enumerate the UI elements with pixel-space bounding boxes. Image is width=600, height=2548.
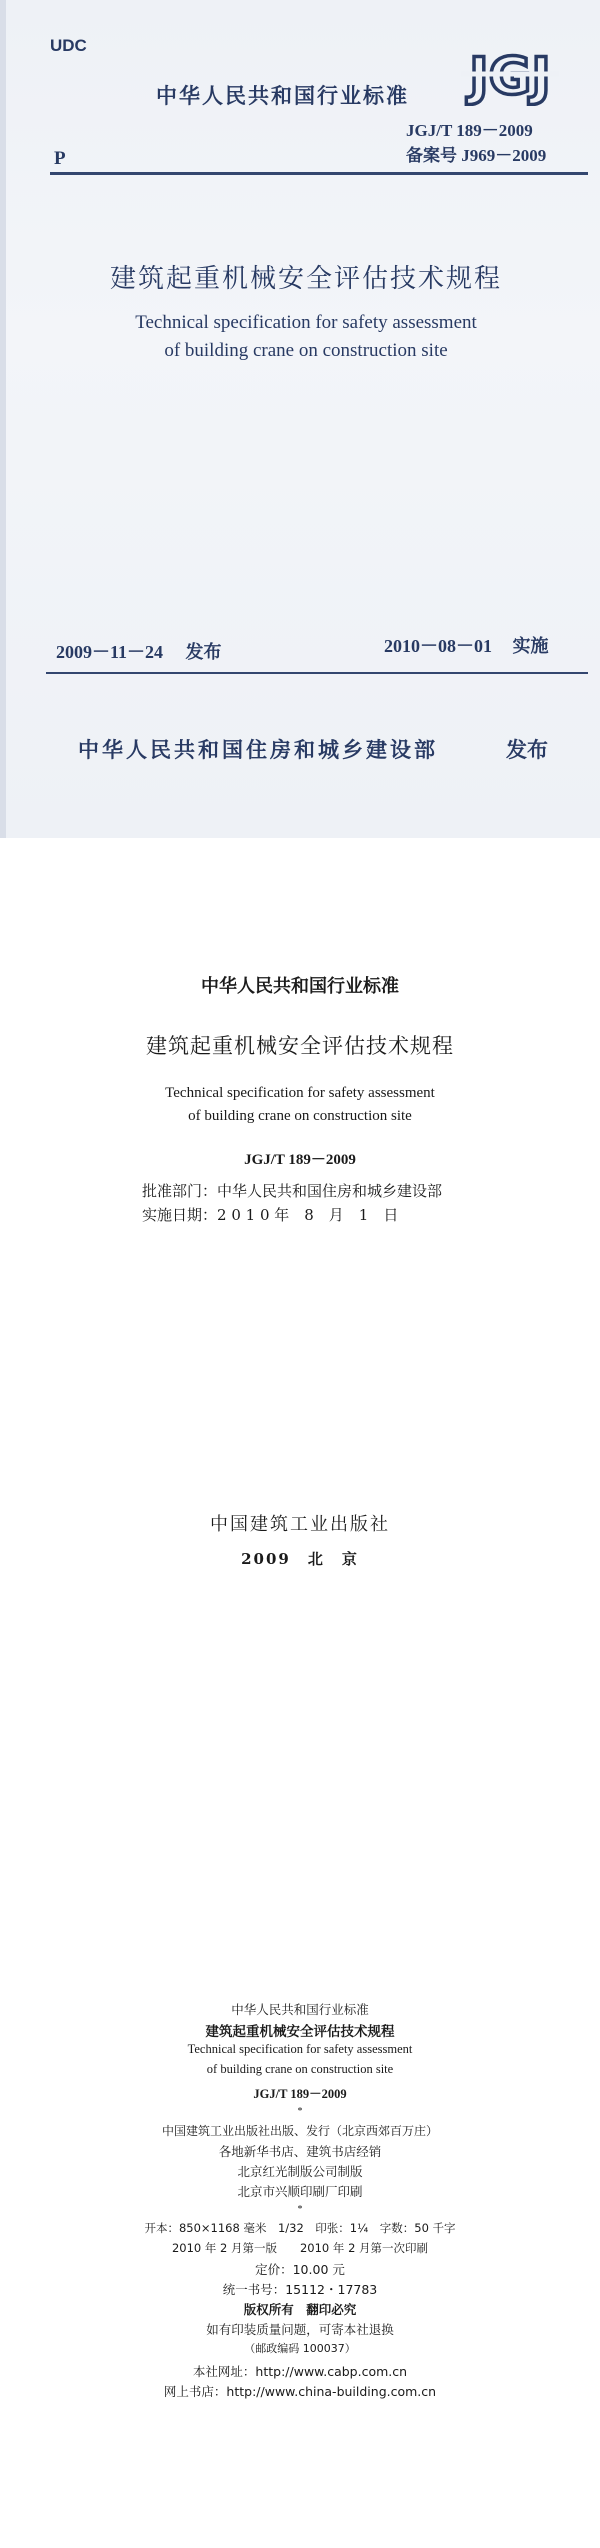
cp-title-cn: 建筑起重机械安全评估技术规程: [205, 2024, 395, 2040]
effective-date: 2010－08－01: [384, 636, 492, 656]
bottom-divider: [46, 672, 588, 674]
cp-website-link[interactable]: 本社网址：http://www.cabp.com.cn: [192, 2364, 408, 2379]
cp-edition: 2010 年 2 月第一版 2010 年 2 月第一次印刷: [171, 2241, 429, 2255]
cover-publisher: 中华人民共和国住房和城乡建设部: [78, 738, 438, 762]
cp-price: 定价：10.00 元: [255, 2262, 345, 2277]
cp-bookstore-link[interactable]: 网上书店：http://www.china-building.com.cn: [163, 2384, 437, 2399]
cover-title-en-line2: of building crane on construction site: [164, 340, 448, 361]
logo-text: JGJ: [469, 47, 551, 106]
issue-date-block: [56, 638, 222, 664]
cover-title-en-line1: Technical specification for safety assessment: [135, 312, 477, 333]
cp-rights: 版权所有 翻印必究: [243, 2302, 357, 2317]
cp-publisher: 中国建筑工业出版社出版、发行（北京西郊百万庄）: [161, 2124, 438, 2138]
udc-label: UDC: [50, 36, 87, 55]
tp-title-en-line2: of building crane on construction site: [188, 1108, 412, 1124]
effective-word: 实施: [512, 636, 549, 656]
tp-code: JGJ/T 189－2009: [244, 1152, 356, 1168]
cp-code: JGJ/T 189－2009: [253, 2087, 347, 2101]
cp-format: 开本：850×1168 毫米 1/32 印张：1¼ 字数：50 千字: [144, 2221, 456, 2235]
record-number: 备案号 J969－2009: [406, 146, 547, 165]
tp-year-city: 2009 北 京: [241, 1550, 359, 1568]
tp-standard-type: 中华人民共和国行业标准: [201, 976, 399, 997]
cover-publisher-word: 发布: [506, 738, 548, 762]
jgj-logo-icon: [455, 44, 565, 106]
cp-distributor: 各地新华书店、建筑书店经销: [218, 2144, 382, 2159]
tp-effective-value: 2 0 1 0 年 8 月 1 日: [217, 1206, 399, 1224]
cover-page: [0, 0, 600, 838]
standard-code: JGJ/T 189－2009: [406, 121, 533, 140]
issue-word: 发布: [185, 642, 222, 662]
cp-title-en-line2: of building crane on construction site: [206, 2062, 394, 2076]
tp-approval: [142, 1180, 442, 1201]
tp-title-en-line1: Technical specification for safety assessment: [165, 1085, 435, 1101]
top-divider: [50, 172, 588, 175]
cp-standard-type: 中华人民共和国行业标准: [231, 2002, 369, 2017]
cp-return-note: 如有印装质量问题，可寄本社退换: [206, 2322, 394, 2337]
cp-isbn: 统一书号：15112・17783: [222, 2282, 378, 2297]
copyright-page: [0, 2000, 600, 2548]
standard-type: 中华人民共和国行业标准: [156, 84, 409, 108]
cp-title-en-line1: Technical specification for safety assessment: [187, 2042, 413, 2056]
tp-effective: [142, 1204, 398, 1225]
issue-date: 2009－11－24: [56, 642, 164, 662]
effective-date-block: [384, 632, 549, 658]
cover-title-cn: 建筑起重机械安全评估技术规程: [109, 264, 502, 294]
cp-plate: 北京红光制版公司制版: [237, 2164, 363, 2179]
tp-title-cn: 建筑起重机械安全评估技术规程: [146, 1034, 454, 1058]
category-label: P: [54, 148, 66, 169]
title-page: [0, 860, 600, 1568]
tp-effective-label: 实施日期：: [142, 1206, 218, 1224]
tp-press: 中国建筑工业出版社: [210, 1514, 390, 1535]
tp-approval-value: 中华人民共和国住房和城乡建设部: [217, 1182, 443, 1200]
cp-star-1: *: [297, 2106, 303, 2117]
tp-approval-label: 批准部门：: [142, 1182, 218, 1200]
cp-star-2: *: [297, 2204, 303, 2215]
cp-printer: 北京市兴顺印刷厂印刷: [237, 2184, 363, 2199]
cp-postcode: （邮政编码 100037）: [244, 2342, 356, 2355]
